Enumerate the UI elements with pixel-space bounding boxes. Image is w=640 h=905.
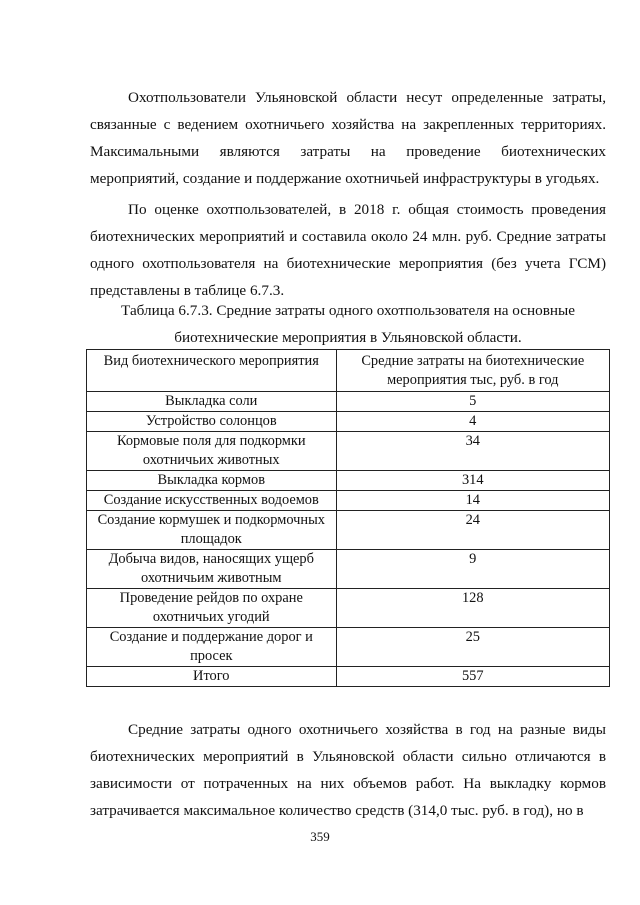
table-row <box>87 412 610 432</box>
table-row <box>87 471 610 491</box>
row-activity: Проведение рейдов по охране охотничьих угодий <box>87 589 337 628</box>
total-label: Итого <box>87 667 337 687</box>
row-cost: 314 <box>336 471 609 491</box>
row-cost: 5 <box>336 392 609 412</box>
table-row <box>87 589 610 628</box>
row-cost: 34 <box>336 432 609 471</box>
table-row <box>87 511 610 550</box>
table-row <box>87 550 610 589</box>
table-caption <box>90 297 606 351</box>
table-row <box>87 491 610 511</box>
row-activity: Кормовые поля для подкормки охотничьих животных <box>87 432 337 471</box>
header-activity: Вид биотехнического мероприятия <box>87 350 337 392</box>
row-activity: Создание кормушек и подкормочных площадок <box>87 511 337 550</box>
row-activity: Устройство солонцов <box>87 412 337 432</box>
costs-table <box>86 349 610 687</box>
row-activity: Выкладка соли <box>87 392 337 412</box>
row-cost: 25 <box>336 628 609 667</box>
table-caption-line1: Таблица 6.7.3. Средние затраты одного охотпользователя на основные <box>121 302 575 319</box>
table-total-row <box>87 667 610 687</box>
paragraph-estimate: По оценке охотпользователей, в 2018 г. общая стоимость проведения биотехнических мероприятий и составила около 24 млн. руб. Средние затраты одного охотпользователя на биотехнические мероприятия (без учета ГСМ) представлены в таблице 6.7.3. <box>90 201 606 299</box>
row-cost: 24 <box>336 511 609 550</box>
table-row <box>87 628 610 667</box>
row-activity: Создание и поддержание дорог и просек <box>87 628 337 667</box>
table-row <box>87 432 610 471</box>
table-row <box>87 392 610 412</box>
row-cost: 9 <box>336 550 609 589</box>
paragraph-intro: Охотпользователи Ульяновской области несут определенные затраты, связанные с ведением охотничьего хозяйства на закрепленных территориях. Максимальными являются затраты на проведение биотехнических мероприятий, создание и поддержание охотничьей инфраструктуры в угодьях. <box>90 89 606 187</box>
row-cost: 14 <box>336 491 609 511</box>
row-cost: 4 <box>336 412 609 432</box>
row-activity: Выкладка кормов <box>87 471 337 491</box>
page-number: 359 <box>310 829 330 844</box>
header-cost: Средние затраты на биотехнические мероприятия тыс, руб. в год <box>336 350 609 392</box>
row-activity: Добыча видов, наносящих ущерб охотничьим животным <box>87 550 337 589</box>
paragraph-analysis: Средние затраты одного охотничьего хозяйства в год на разные виды биотехнических мероприятий в Ульяновской области сильно отличаются в зависимости от потраченных на них объемов работ. На выкладку кормов затрачивается максимальное количество средств (314,0 тыс. руб. в год), но в <box>90 721 606 819</box>
row-activity: Создание искусственных водоемов <box>87 491 337 511</box>
table-caption-line2: биотехнические мероприятия в Ульяновской области. <box>174 329 522 346</box>
row-cost: 128 <box>336 589 609 628</box>
total-cost: 557 <box>336 667 609 687</box>
table-header-row <box>87 350 610 392</box>
